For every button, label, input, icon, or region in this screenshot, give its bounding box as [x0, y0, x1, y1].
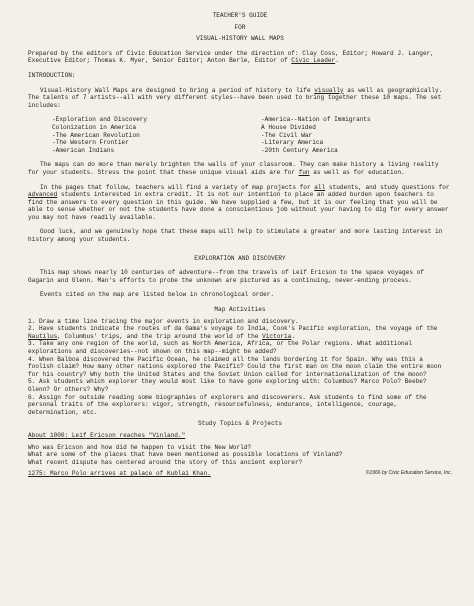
activity-item-2: 2. Have students indicate the routes of da Gama's voyage to India, Cook's Pacific exploration, the voyage of the Nautilus, Columbus' trips, and the trip around the world of the Victoria. — [28, 325, 438, 340]
copyright-notice: ©1966 by Civic Education Service, Inc. — [365, 470, 452, 477]
list-item: Colonization in America — [52, 123, 137, 131]
section-title: EXPLORATION AND DISCOVERY — [194, 254, 286, 262]
list-item: -The Civil War — [261, 131, 313, 139]
guide-title: TEACHER'S GUIDE — [212, 12, 268, 19]
list-item: -Literary America — [261, 139, 324, 147]
map-activities-heading: Map Activities — [214, 306, 266, 314]
list-item: A House Divided — [261, 123, 316, 131]
civic-leader-title: Civic Leader — [291, 57, 336, 65]
study-topics-heading: Study Topics & Projects — [197, 420, 283, 428]
map-set-list — [28, 116, 452, 154]
list-item: -America--Nation of Immigrants — [261, 116, 371, 124]
map-set-list-right — [243, 116, 452, 154]
intro-paragraph-3: In the pages that follow, teachers will find a variety of map projects for all students, and study questions for advanced students interested in extra credit. It is not our intention to place an added burden upon teachers to find the answers to every question in this guide. We have supplied a few, but it is our feeling that you will be able to sense whether or not the students have done a conscientious job without your having to dig for every answer you may not have readily available. — [28, 183, 450, 221]
guide-title-subject: VISUAL-HISTORY WALL MAPS — [196, 35, 284, 43]
credits-paragraph: Prepared by the editors of Civic Education Service under the direction of: Clay Coss, Editor; Howard J. Langer, Executive Editor; Thomas K. Myer, Senior Editor; Anton Berle, Editor of Civic Leader. — [28, 49, 434, 65]
intro-paragraph-4: Good luck, and we genuinely hope that these maps will help to stimulate a greater and more lasting interest in history among your students. — [28, 228, 443, 244]
study-question-1: Who was Ericson and how did he happen to visit the New World? — [28, 443, 252, 451]
study-question-3: What recent dispute has centered around the story of this ancient explorer? — [28, 458, 303, 466]
page-footer — [28, 470, 452, 478]
list-item: -The Western Frontier — [52, 139, 129, 147]
activity-item-5: 5. Ask students which explorer they would most like to have gone exploring with: Columbus? Marco Polo? Beebe? Glenn? Or others? Why? — [28, 378, 427, 393]
study-topic-2: 1275: Marco Polo arrives at palace of Kublai Khan. — [28, 470, 211, 478]
activity-item-4: 4. When Balboa discovered the Pacific Ocean, he claimed all the lands bordering it for Spain. Why was this a foolish claim? How many other nations explored the Pacific? Could the first man on the moon claim the entire moon for his country? Why both the United States and the Soviet Union called for internationalization of the moon? — [28, 355, 442, 378]
activity-item-3: 3. Take any one region of the world, such as North America, Africa, or the Polar regions. What additional explorations and discoveries--not shown on this map--might be added? — [28, 340, 412, 355]
study-topic-1: About 1000: Leif Ericson reaches "Vinland." — [28, 431, 186, 439]
introduction-heading: INTRODUCTION: — [28, 71, 76, 79]
list-item: -Exploration and Discovery — [52, 116, 148, 124]
list-item: -20th Century America — [261, 146, 338, 154]
study-question-2: What are some of the places that have been mentioned as possible locations of Vinland? — [28, 451, 343, 459]
list-item: -American Indians — [52, 146, 115, 154]
section-paragraph-2: Events cited on the map are listed below in chronological order. — [40, 291, 275, 299]
intro-paragraph-1: Visual-History Wall Maps are designed to bring a period of history to life visually as well as geographically. The talents of 7 artists--all with very different styles--have been used to bring together these 10 maps. The set includes: — [28, 86, 443, 109]
section-paragraph-1: This map shows nearly 10 centuries of adventure--from the travels of Leif Ericson to the space voyages of Gagarin and Glenn. Man's efforts to probe the unknown are pictured as a continuing, never-ending process. — [28, 269, 424, 284]
list-item: -The American Revolution — [52, 131, 140, 139]
map-set-list-left — [52, 116, 243, 154]
activity-item-6: 6. Assign for outside reading some biographies of explorers and discoverers. Ask students to find some of the personal traits of the explorers: vigor, strength, resourcefulness, endurance, intelligence, courage, determination, etc. — [28, 393, 427, 416]
intro-paragraph-2: The maps can do more than merely brighten the walls of your classroom. They can make history a living reality for your students. Stress the point that these unique visual aids are for fun as well as for education. — [28, 161, 439, 176]
guide-title-for: FOR — [234, 23, 246, 31]
activity-item-1: 1. Draw a time line tracing the major events in exploration and discovery. — [28, 317, 299, 325]
